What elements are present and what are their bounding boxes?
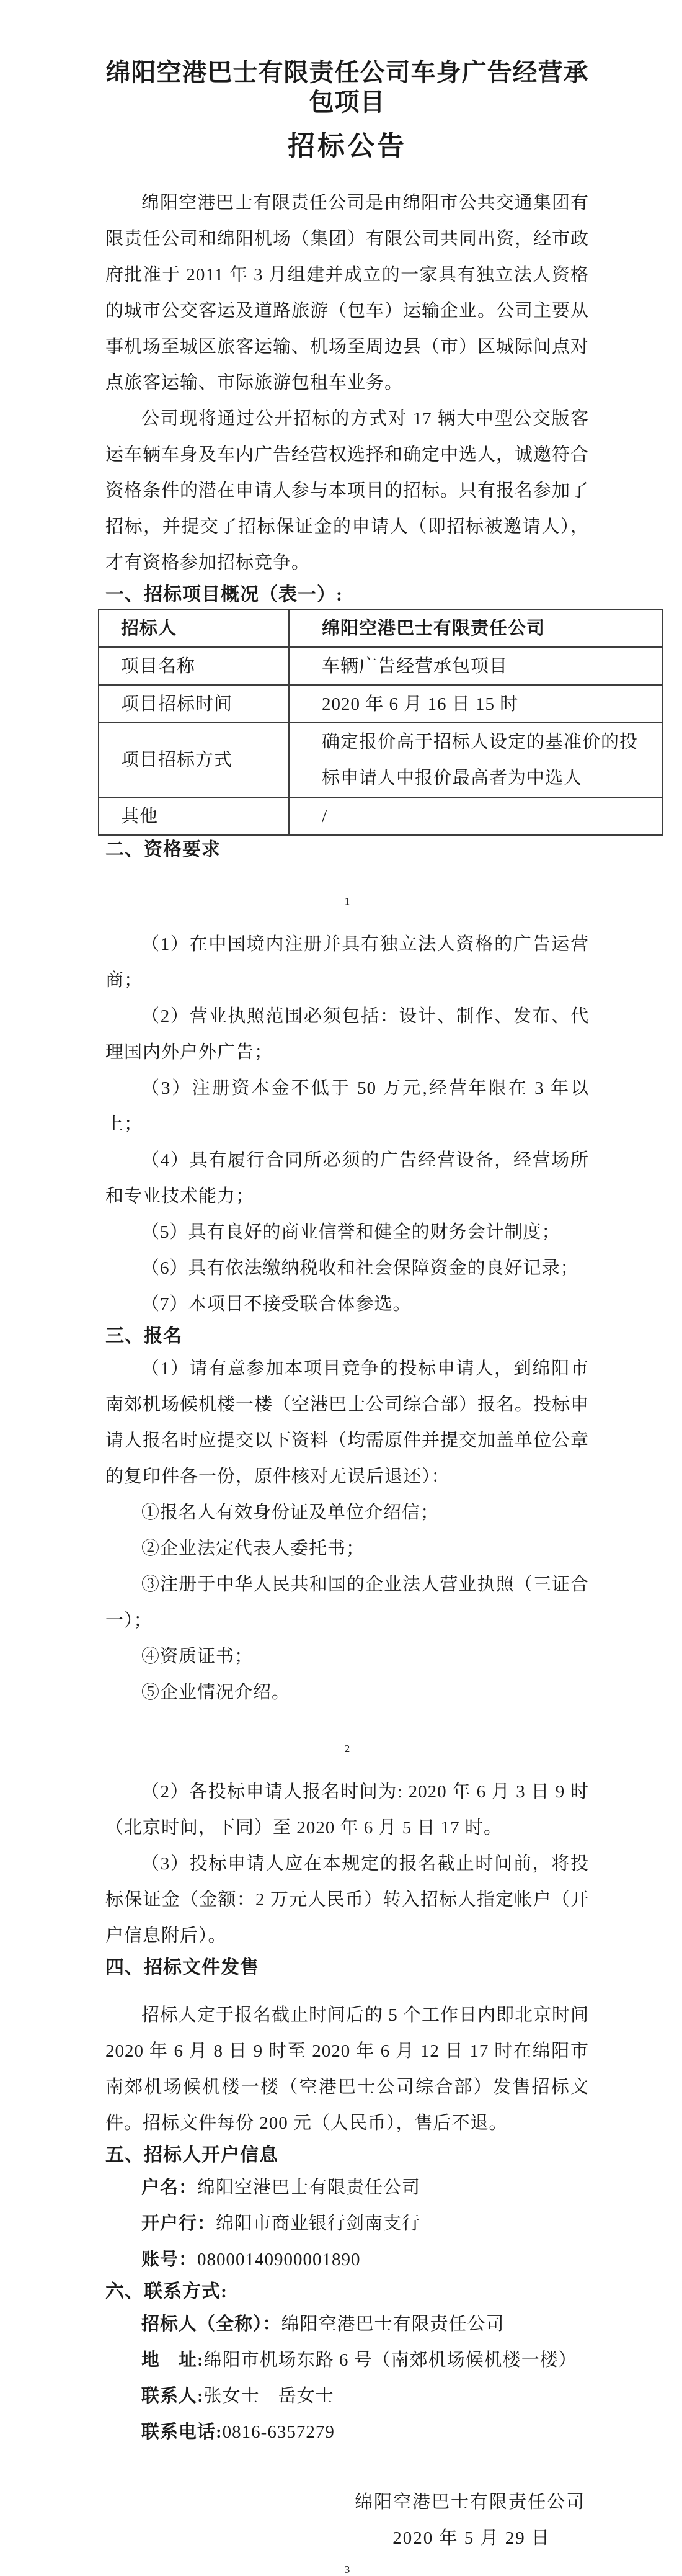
table-row — [99, 685, 662, 723]
registration-material: ⑤企业情况介绍。 — [141, 1683, 291, 1702]
address-line — [105, 2342, 589, 2378]
table-cell-value: 确定报价高于招标人设定的基准价的投标申请人中报价最高者为中选人 — [289, 723, 662, 797]
qualification-item: （1）在中国境内注册并具有独立法人资格的广告运营商； — [105, 934, 589, 990]
registration-item: （3）投标申请人应在本规定的报名截止时间前，将投标保证金（金额：2 万元人民币）转入招标人指定帐户（开户信息附后）。 — [105, 1854, 589, 1946]
account-name-line — [105, 2170, 589, 2206]
table-cell-value: / — [289, 797, 662, 835]
section4-heading: 四、招标文件发售 — [105, 1957, 259, 1978]
page-number-1: 1 — [344, 895, 350, 907]
tenderer-line — [105, 2306, 589, 2342]
table-cell-label: 项目招标时间 — [99, 685, 289, 723]
table-row — [99, 610, 662, 647]
section1-heading: 一、招标项目概况（表一）: — [105, 584, 343, 605]
bank-label: 开户行： — [141, 2214, 216, 2234]
qualification-item: （7）本项目不接受联合体参选。 — [141, 1294, 412, 1314]
bank-line — [105, 2206, 589, 2242]
registration-material: ①报名人有效身份证及单位介绍信； — [141, 1503, 440, 1523]
table-row — [99, 647, 662, 685]
registration-item: （1）请有意参加本项目竞争的投标申请人，到绵阳市南郊机场候机楼一楼（空港巴士公司综合部）报名。投标申请人报名时应提交以下资料（均需原件并提交加盖单位公章的复印件各一份，原件核对无误后退还）： — [105, 1359, 590, 1487]
tenderer-value: 绵阳空港巴士有限责任公司 — [281, 2314, 505, 2334]
table-row — [99, 797, 662, 835]
account-name-label: 户名： — [141, 2178, 198, 2198]
table-cell-value: 2020 年 6 月 16 日 15 时 — [289, 685, 662, 723]
table-cell-value: 绵阳空港巴士有限责任公司 — [289, 610, 662, 647]
qualification-item: （2）营业执照范围必须包括：设计、制作、发布、代理国内外户外广告； — [105, 1006, 589, 1062]
section2-heading: 二、资格要求 — [105, 839, 221, 860]
document-sale-paragraph: 招标人定于报名截止时间后的 5 个工作日内即北京时间 2020 年 6 月 8 日 9 时至 2020 年 6 月 12 日 17 时在绵阳市南郊机场候机楼一楼（空港巴士公司综合部）发售招标文件。招标文件每份 200 元（人民币），售后不退。 — [105, 2005, 590, 2133]
page-number-2: 2 — [344, 1743, 350, 1755]
account-number-label: 账号： — [141, 2250, 198, 2270]
qualification-item: （4）具有履行合同所必须的广告经营设备，经营场所和专业技术能力； — [105, 1150, 589, 1206]
table-cell-label: 项目招标方式 — [99, 723, 289, 797]
intro-paragraph-company: 绵阳空港巴士有限责任公司是由绵阳市公共交通集团有限责任公司和绵阳机场（集团）有限公司共同出资，经市政府批准于 2011 年 3 月组建并成立的一家具有独立法人资格的城市公交客运及道路旅游（包车）运输企业。公司主要从事机场至城区旅客运输、机场至周边县（市）区城际间点对点旅客运输、市际旅游包租车业务。 — [105, 193, 590, 393]
contact-person-label: 联系人: — [141, 2386, 204, 2406]
signature-block — [105, 2484, 589, 2556]
section5-heading: 五、招标人开户信息 — [105, 2145, 278, 2165]
account-number-line — [105, 2242, 589, 2278]
account-name-value: 绵阳空港巴士有限责任公司 — [197, 2178, 421, 2198]
contact-phone-line — [105, 2414, 589, 2450]
table-cell-label: 项目名称 — [99, 647, 289, 685]
section3-heading: 三、报名 — [105, 1326, 182, 1346]
document-title-project: 绵阳空港巴士有限责任公司车身广告经营承包项目 — [105, 59, 589, 116]
qualification-item: （5）具有良好的商业信誉和健全的财务会计制度； — [141, 1222, 560, 1242]
registration-item: （2）各投标申请人报名时间为: 2020 年 6 月 3 日 9 时（北京时间，下同）至 2020 年 6 月 5 日 17 时。 — [105, 1782, 589, 1838]
document-title-announcement: 招标公告 — [288, 131, 407, 161]
table-cell-label: 其他 — [99, 797, 289, 835]
project-overview-table — [98, 609, 663, 836]
address-value: 绵阳市机场东路 6 号（南郊机场候机楼一楼） — [203, 2350, 577, 2370]
signature-date: 2020 年 5 月 29 日 — [392, 2528, 551, 2548]
qualification-item: （6）具有依法缴纳税收和社会保障资金的良好记录； — [141, 1258, 579, 1278]
registration-material: ④资质证书； — [141, 1647, 254, 1666]
contact-phone-value: 0816-6357279 — [222, 2422, 335, 2442]
address-label: 地 址: — [141, 2350, 204, 2370]
table-cell-value: 车辆广告经营承包项目 — [289, 647, 662, 685]
page-number-3: 3 — [344, 2564, 350, 2575]
contact-person-value: 张女士 岳女士 — [203, 2386, 334, 2406]
section6-heading: 六、联系方式: — [105, 2281, 228, 2302]
intro-paragraph-project: 公司现将通过公开招标的方式对 17 辆大中型公交版客运车辆车身及车内广告经营权选择和确定中选人，诚邀符合资格条件的潜在申请人参与本项目的招标。只有报名参加了招标，并提交了招标保证金的申请人（即招标被邀请人），才有资格参加招标竞争。 — [105, 409, 590, 573]
signature-company: 绵阳空港巴士有限责任公司 — [354, 2492, 585, 2512]
contact-phone-label: 联系电话: — [141, 2422, 223, 2442]
table-cell-label: 招标人 — [99, 610, 289, 647]
bank-value: 绵阳市商业银行剑南支行 — [216, 2214, 421, 2234]
account-number-value: 08000140900001890 — [197, 2250, 361, 2270]
tenderer-label: 招标人（全称）： — [141, 2314, 281, 2334]
table-row — [99, 723, 662, 797]
qualification-item: （3）注册资本金不低于 50 万元,经营年限在 3 年以上； — [105, 1078, 589, 1134]
registration-material: ②企业法定代表人委托书； — [141, 1539, 365, 1559]
registration-material: ③注册于中华人民共和国的企业法人营业执照（三证合一）； — [105, 1575, 589, 1630]
contact-person-line — [105, 2378, 589, 2414]
